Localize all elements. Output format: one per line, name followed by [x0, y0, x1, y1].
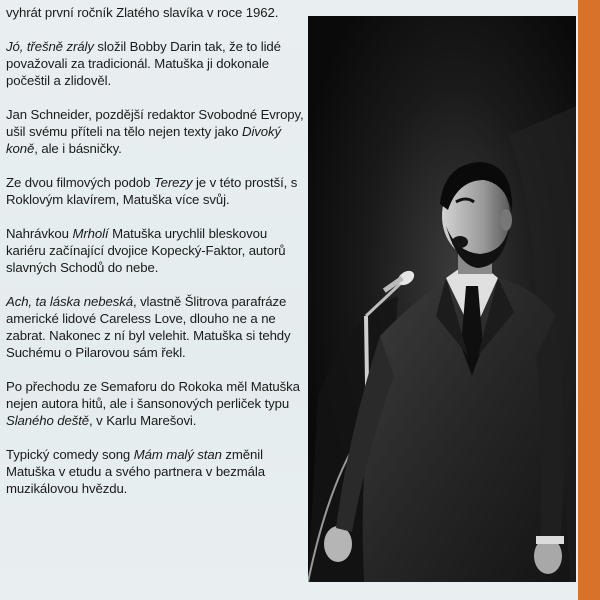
- paragraph: [6, 293, 306, 361]
- text-run: , vlastně Šlitrova parafráze americké lidové Careless Love, dlouho ne a ne zabrat. Nakonec z ní byl velehit. Matuška si tehdy Suchému o Pilarovou sám řekl.: [6, 294, 291, 360]
- text-run: Nahrávkou: [6, 226, 73, 241]
- text-run: Ze dvou filmových podob: [6, 175, 154, 190]
- paragraph: [6, 378, 306, 429]
- article-text: [6, 4, 306, 514]
- song-title: Terezy: [153, 175, 193, 190]
- text-run: změnil Matuška v etudu a svého partnera v bezmála muzikálovou hvězdu.: [6, 447, 265, 496]
- song-title: Mrholí: [72, 226, 109, 241]
- paragraph: [6, 106, 306, 157]
- paragraph: [6, 4, 306, 21]
- text-run: vyhrát první ročník Zlatého slavíka v roce 1962.: [6, 5, 279, 20]
- song-title: Divoký koně: [6, 124, 282, 156]
- text-run: , ale i básničky.: [34, 141, 122, 156]
- text-run: složil Bobby Darin tak, že to lidé považovali za tradicionál. Matuška ji dokonale počeštil a zlidověl.: [6, 39, 281, 88]
- song-title: Mám malý stan: [133, 447, 222, 462]
- paragraph: [6, 225, 306, 276]
- orange-edge-bar: [578, 0, 600, 600]
- song-title: Jó, třešně zrály: [6, 39, 94, 54]
- song-title: Ach, ta láska nebeská: [6, 294, 133, 309]
- singer-photo: [308, 16, 576, 582]
- paragraph: [6, 446, 306, 497]
- song-title: Slaného deště: [6, 413, 90, 428]
- paragraph: [6, 174, 306, 208]
- text-run: Matuška urychlil bleskovou kariéru začínající dvojice Kopecký-Faktor, autorů slavných Schodů do nebe.: [6, 226, 286, 275]
- text-run: Jan Schneider, pozdější redaktor Svobodné Evropy, ušil svému příteli na tělo nejen texty jako: [6, 107, 304, 139]
- text-run: , v Karlu Marešovi.: [89, 413, 197, 428]
- text-run: Po přechodu ze Semaforu do Rokoka měl Matuška nejen autora hitů, ale i šansonových perliček typu: [6, 379, 300, 411]
- paragraph: [6, 38, 306, 89]
- text-run: Typický comedy song: [6, 447, 134, 462]
- text-run: je v této prostší, s Roklovým klavírem, Matuška více svůj.: [6, 175, 298, 207]
